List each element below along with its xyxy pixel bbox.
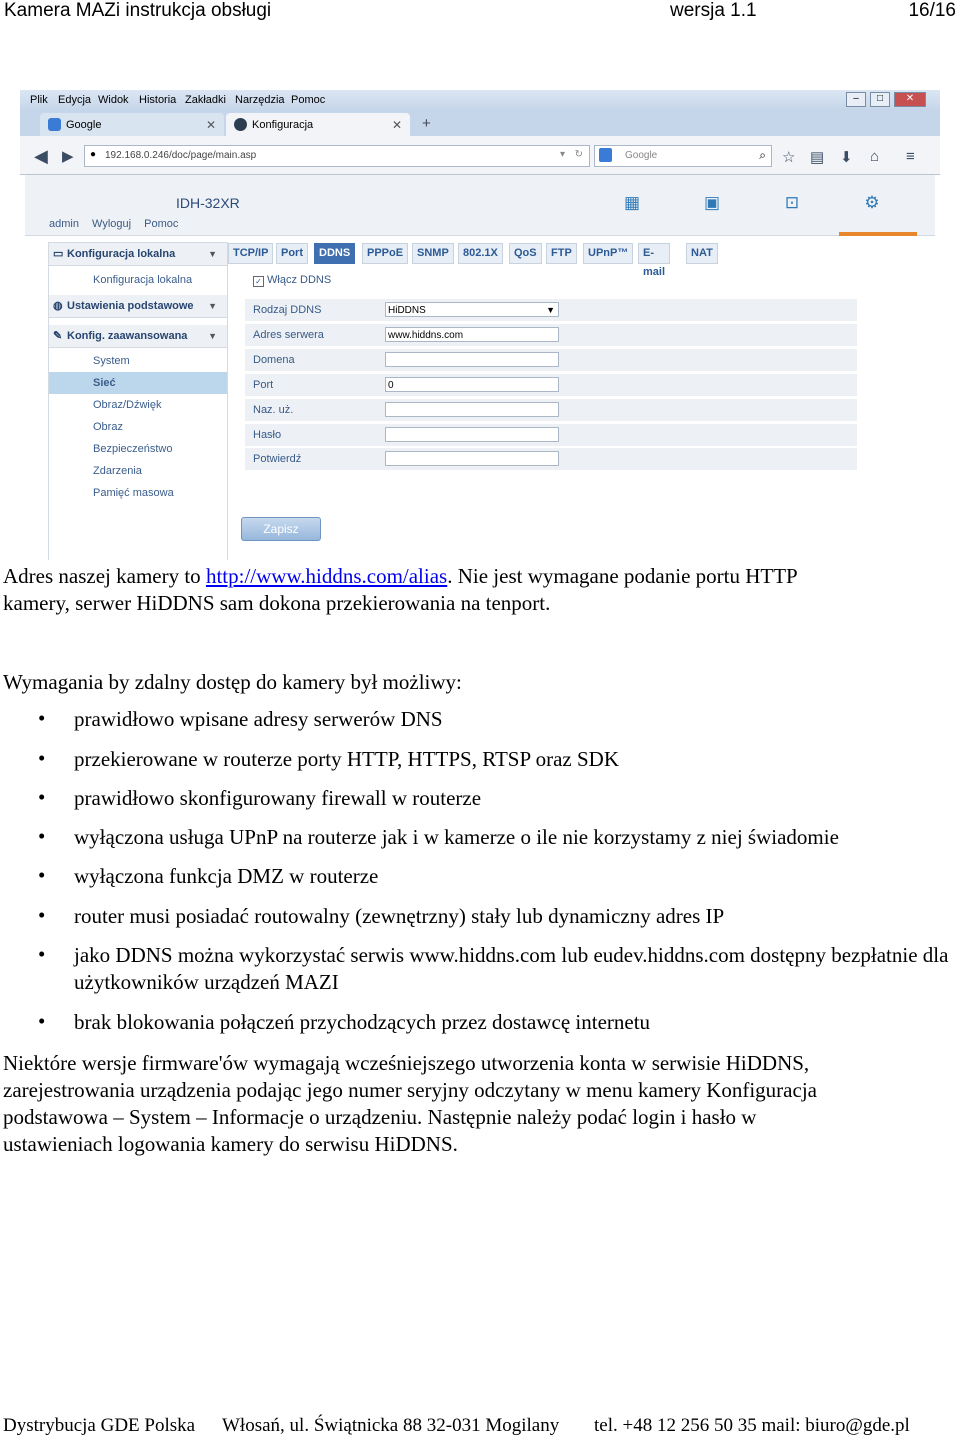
home-icon[interactable]: ⌂: [870, 148, 880, 165]
search-icon[interactable]: ⌕: [759, 148, 766, 162]
page-number: 16/16: [908, 0, 956, 21]
sidebar-item-network[interactable]: Sieć: [49, 372, 227, 394]
tab-upnp[interactable]: UPnP™: [583, 243, 633, 264]
list-item-text: prawidłowo wpisane adresy serwerów DNS: [74, 707, 443, 731]
close-tab-icon[interactable]: ✕: [391, 118, 402, 132]
menu-item[interactable]: Historia: [139, 94, 177, 106]
field-label: Port: [253, 379, 274, 391]
reload-icon[interactable]: ↻: [574, 149, 583, 160]
address-text-line2: kamery, serwer HiDDNS sam dokona przekierowania na tenport.: [3, 591, 551, 615]
new-tab-icon[interactable]: +: [422, 115, 431, 132]
tab-nat[interactable]: NAT: [686, 243, 718, 264]
list-item-text: router musi posiadać routowalny (zewnętrzny) stały lub dynamiczny adres IP: [74, 904, 725, 928]
picture-icon[interactable]: ⊡: [784, 193, 800, 212]
doc-version: wersja 1.1: [670, 0, 757, 21]
live-view-icon[interactable]: ▦: [623, 193, 641, 212]
help-link[interactable]: Pomoc: [144, 218, 179, 230]
alias-link[interactable]: http://www.hiddns.com/alias: [205, 564, 448, 588]
field-label: Rodzaj DDNS: [253, 304, 322, 316]
password-input[interactable]: [385, 427, 559, 442]
tab-konfiguracja[interactable]: [226, 113, 410, 136]
sidebar-item-events[interactable]: Zdarzenia: [93, 465, 142, 477]
tab-tcpip[interactable]: TCP/IP: [228, 243, 273, 264]
sidebar-item-video-audio[interactable]: Obraz/Dźwięk: [93, 399, 162, 411]
server-address-input[interactable]: www.hiddns.com: [385, 327, 559, 342]
form-row: [245, 374, 857, 396]
chevron-down-icon: ▼: [208, 249, 217, 259]
tab-google[interactable]: [40, 113, 224, 136]
list-item-text: brak blokowania połączeń przychodzących przez dostawcę internetu: [74, 1010, 651, 1034]
user-link[interactable]: admin: [49, 218, 79, 230]
select-value: HiDDNS: [388, 305, 426, 316]
chevron-down-icon: ▼: [208, 331, 217, 341]
globe-icon: ●: [90, 149, 97, 160]
web-page: [20, 175, 940, 560]
download-icon[interactable]: ⬇: [840, 149, 853, 166]
sidebar-item-image[interactable]: Obraz: [93, 421, 123, 433]
enable-ddns-label: Włącz DDNS: [267, 274, 332, 286]
sidebar-advanced-config[interactable]: [49, 325, 227, 348]
page-header: [4, 0, 956, 24]
sidebar-label: Ustawienia podstawowe: [67, 300, 194, 312]
menu-item[interactable]: Plik: [30, 94, 48, 106]
url-input[interactable]: [84, 145, 590, 167]
tab-ddns[interactable]: DDNS: [314, 243, 355, 264]
field-label: Potwierdź: [253, 453, 302, 465]
list-item-text: prawidłowo skonfigurowany firewall w routerze: [74, 786, 482, 810]
menu-item[interactable]: Zakładki: [185, 94, 226, 106]
field-label: Naz. uż.: [253, 404, 294, 416]
back-icon[interactable]: ◀: [34, 146, 48, 166]
minimize-icon[interactable]: –: [846, 92, 866, 107]
monitor-icon: ▭: [53, 248, 64, 260]
footer-contact: tel. +48 12 256 50 35 mail: biuro@gde.pl: [594, 1415, 910, 1436]
search-input[interactable]: [594, 145, 772, 167]
confirm-password-input[interactable]: [385, 451, 559, 466]
globe-icon: ◍: [53, 300, 63, 312]
address-text: Adres naszej kamery to: [3, 564, 206, 588]
close-tab-icon[interactable]: ✕: [205, 118, 216, 132]
tab-label: Google: [66, 119, 102, 131]
device-model: IDH-32XR: [176, 195, 240, 211]
tab-qos[interactable]: QoS: [509, 243, 542, 264]
requirements-title: Wymagania by zdalny dostęp do kamery był możliwy:: [3, 670, 462, 694]
ddns-form: [245, 274, 857, 486]
tab-pppoe[interactable]: PPPoE: [362, 243, 408, 264]
app-header: [25, 175, 935, 236]
paragraph-line: zarejestrowania urządzenia podając jego numer seryjny odczytany w menu kamery Konfiguracja: [3, 1078, 817, 1102]
list-item-text: wyłączona funkcja DMZ w routerze: [74, 864, 379, 888]
search-placeholder: Google: [625, 150, 658, 161]
sidebar-item-storage[interactable]: Pamięć masowa: [93, 487, 174, 499]
sidebar-label: Konfiguracja lokalna: [67, 248, 176, 260]
maximize-icon[interactable]: □: [870, 92, 890, 107]
list-item-text: wyłączona usługa UPnP na routerze jak i w kamerze o ile nie korzystamy z niej świadomie: [74, 825, 839, 849]
star-icon[interactable]: ☆: [782, 149, 796, 166]
bookmarks-icon[interactable]: ▤: [810, 149, 825, 166]
config-sidebar: [48, 242, 228, 560]
doc-title: Kamera MAZi instrukcja obsługi: [4, 0, 272, 21]
dropdown-icon[interactable]: ▾: [559, 149, 565, 160]
url-text: 192.168.0.246/doc/page/main.asp: [105, 150, 257, 161]
form-row: [245, 349, 857, 371]
tab-label: Konfiguracja: [252, 119, 314, 131]
sidebar-local-config[interactable]: [49, 243, 227, 266]
port-input[interactable]: 0: [385, 377, 559, 392]
menu-item[interactable]: Widok: [98, 94, 129, 106]
tab-8021x[interactable]: 802.1X: [458, 243, 503, 264]
sidebar-label: Konfig. zaawansowana: [67, 330, 188, 342]
paragraph-line: ustawieniach logowania kamery do serwisu HiDDNS.: [3, 1132, 458, 1156]
footer-company: Dystrybucja GDE Polska: [3, 1415, 196, 1436]
tab-bar: [20, 110, 940, 136]
list-item-text: jako DDNS można wykorzystać serwis www.hiddns.com lub eudev.hiddns.com dostępny bezpłatnie dla użytkowników urządzeń MAZI: [74, 943, 949, 994]
forward-icon[interactable]: ▶: [62, 148, 74, 165]
menu-bar: [20, 90, 940, 110]
close-icon[interactable]: ✕: [894, 92, 926, 107]
field-label: Adres serwera: [253, 329, 324, 341]
sidebar-item-system[interactable]: System: [93, 355, 130, 367]
browser-screenshot: [20, 90, 940, 560]
paragraph-line: Niektóre wersje firmware'ów wymagają wcześniejszego utworzenia konta w serwisie HiDDNS,: [3, 1051, 810, 1075]
menu-item[interactable]: Edycja: [58, 94, 92, 106]
enable-ddns-row[interactable]: [253, 274, 331, 287]
footer-address: Włosań, ul. Świątnicka 88 32-031 Mogilany: [222, 1415, 560, 1436]
tab-port[interactable]: Port: [276, 243, 308, 264]
nav-bar: [20, 136, 940, 175]
menu-item[interactable]: Pomoc: [291, 94, 326, 106]
hamburger-menu-icon[interactable]: ≡: [906, 148, 915, 165]
address-text-after: . Nie jest wymagane podanie portu HTTP: [447, 564, 798, 588]
chevron-down-icon: ▼: [208, 301, 217, 311]
tab-snmp[interactable]: SNMP: [412, 243, 454, 264]
save-button[interactable]: Zapisz: [241, 517, 321, 541]
tab-email[interactable]: E-mail: [638, 243, 670, 264]
address-paragraph: [3, 563, 798, 617]
tab-ftp[interactable]: FTP: [546, 243, 577, 264]
google-icon: [48, 118, 61, 131]
field-label: Hasło: [253, 429, 282, 441]
form-row: [245, 299, 857, 321]
top-links: [49, 218, 188, 230]
page-icon: [234, 118, 247, 131]
ddns-type-select[interactable]: [385, 302, 559, 317]
firmware-paragraph: [3, 1050, 817, 1158]
sidebar-basic-settings[interactable]: [49, 295, 227, 318]
enable-ddns-checkbox[interactable]: ✓: [253, 276, 264, 287]
form-row: [245, 448, 857, 470]
form-row: [245, 424, 857, 446]
chevron-down-icon: ▼: [546, 305, 555, 315]
sidebar-item-security[interactable]: Bezpieczeństwo: [93, 443, 173, 455]
menu-item[interactable]: Narzędzia: [235, 94, 285, 106]
paragraph-line: podstawowa – System – Informacje o urządzeniu. Następnie należy podać login i hasło w: [3, 1105, 757, 1129]
wrench-icon: ✎: [53, 330, 63, 342]
field-label: Domena: [253, 354, 295, 366]
active-indicator: [839, 232, 917, 236]
domain-input[interactable]: [385, 352, 559, 367]
playback-icon[interactable]: ▣: [703, 193, 721, 212]
form-row: [245, 324, 857, 346]
list-item-text: przekierowane w routerze porty HTTP, HTTPS, RTSP oraz SDK: [74, 747, 620, 771]
username-input[interactable]: [385, 402, 559, 417]
logout-link[interactable]: Wyloguj: [92, 218, 132, 230]
sidebar-item-local[interactable]: Konfiguracja lokalna: [93, 274, 193, 286]
gear-icon[interactable]: ⚙: [864, 193, 880, 212]
form-row: [245, 399, 857, 421]
google-icon: [599, 148, 612, 162]
